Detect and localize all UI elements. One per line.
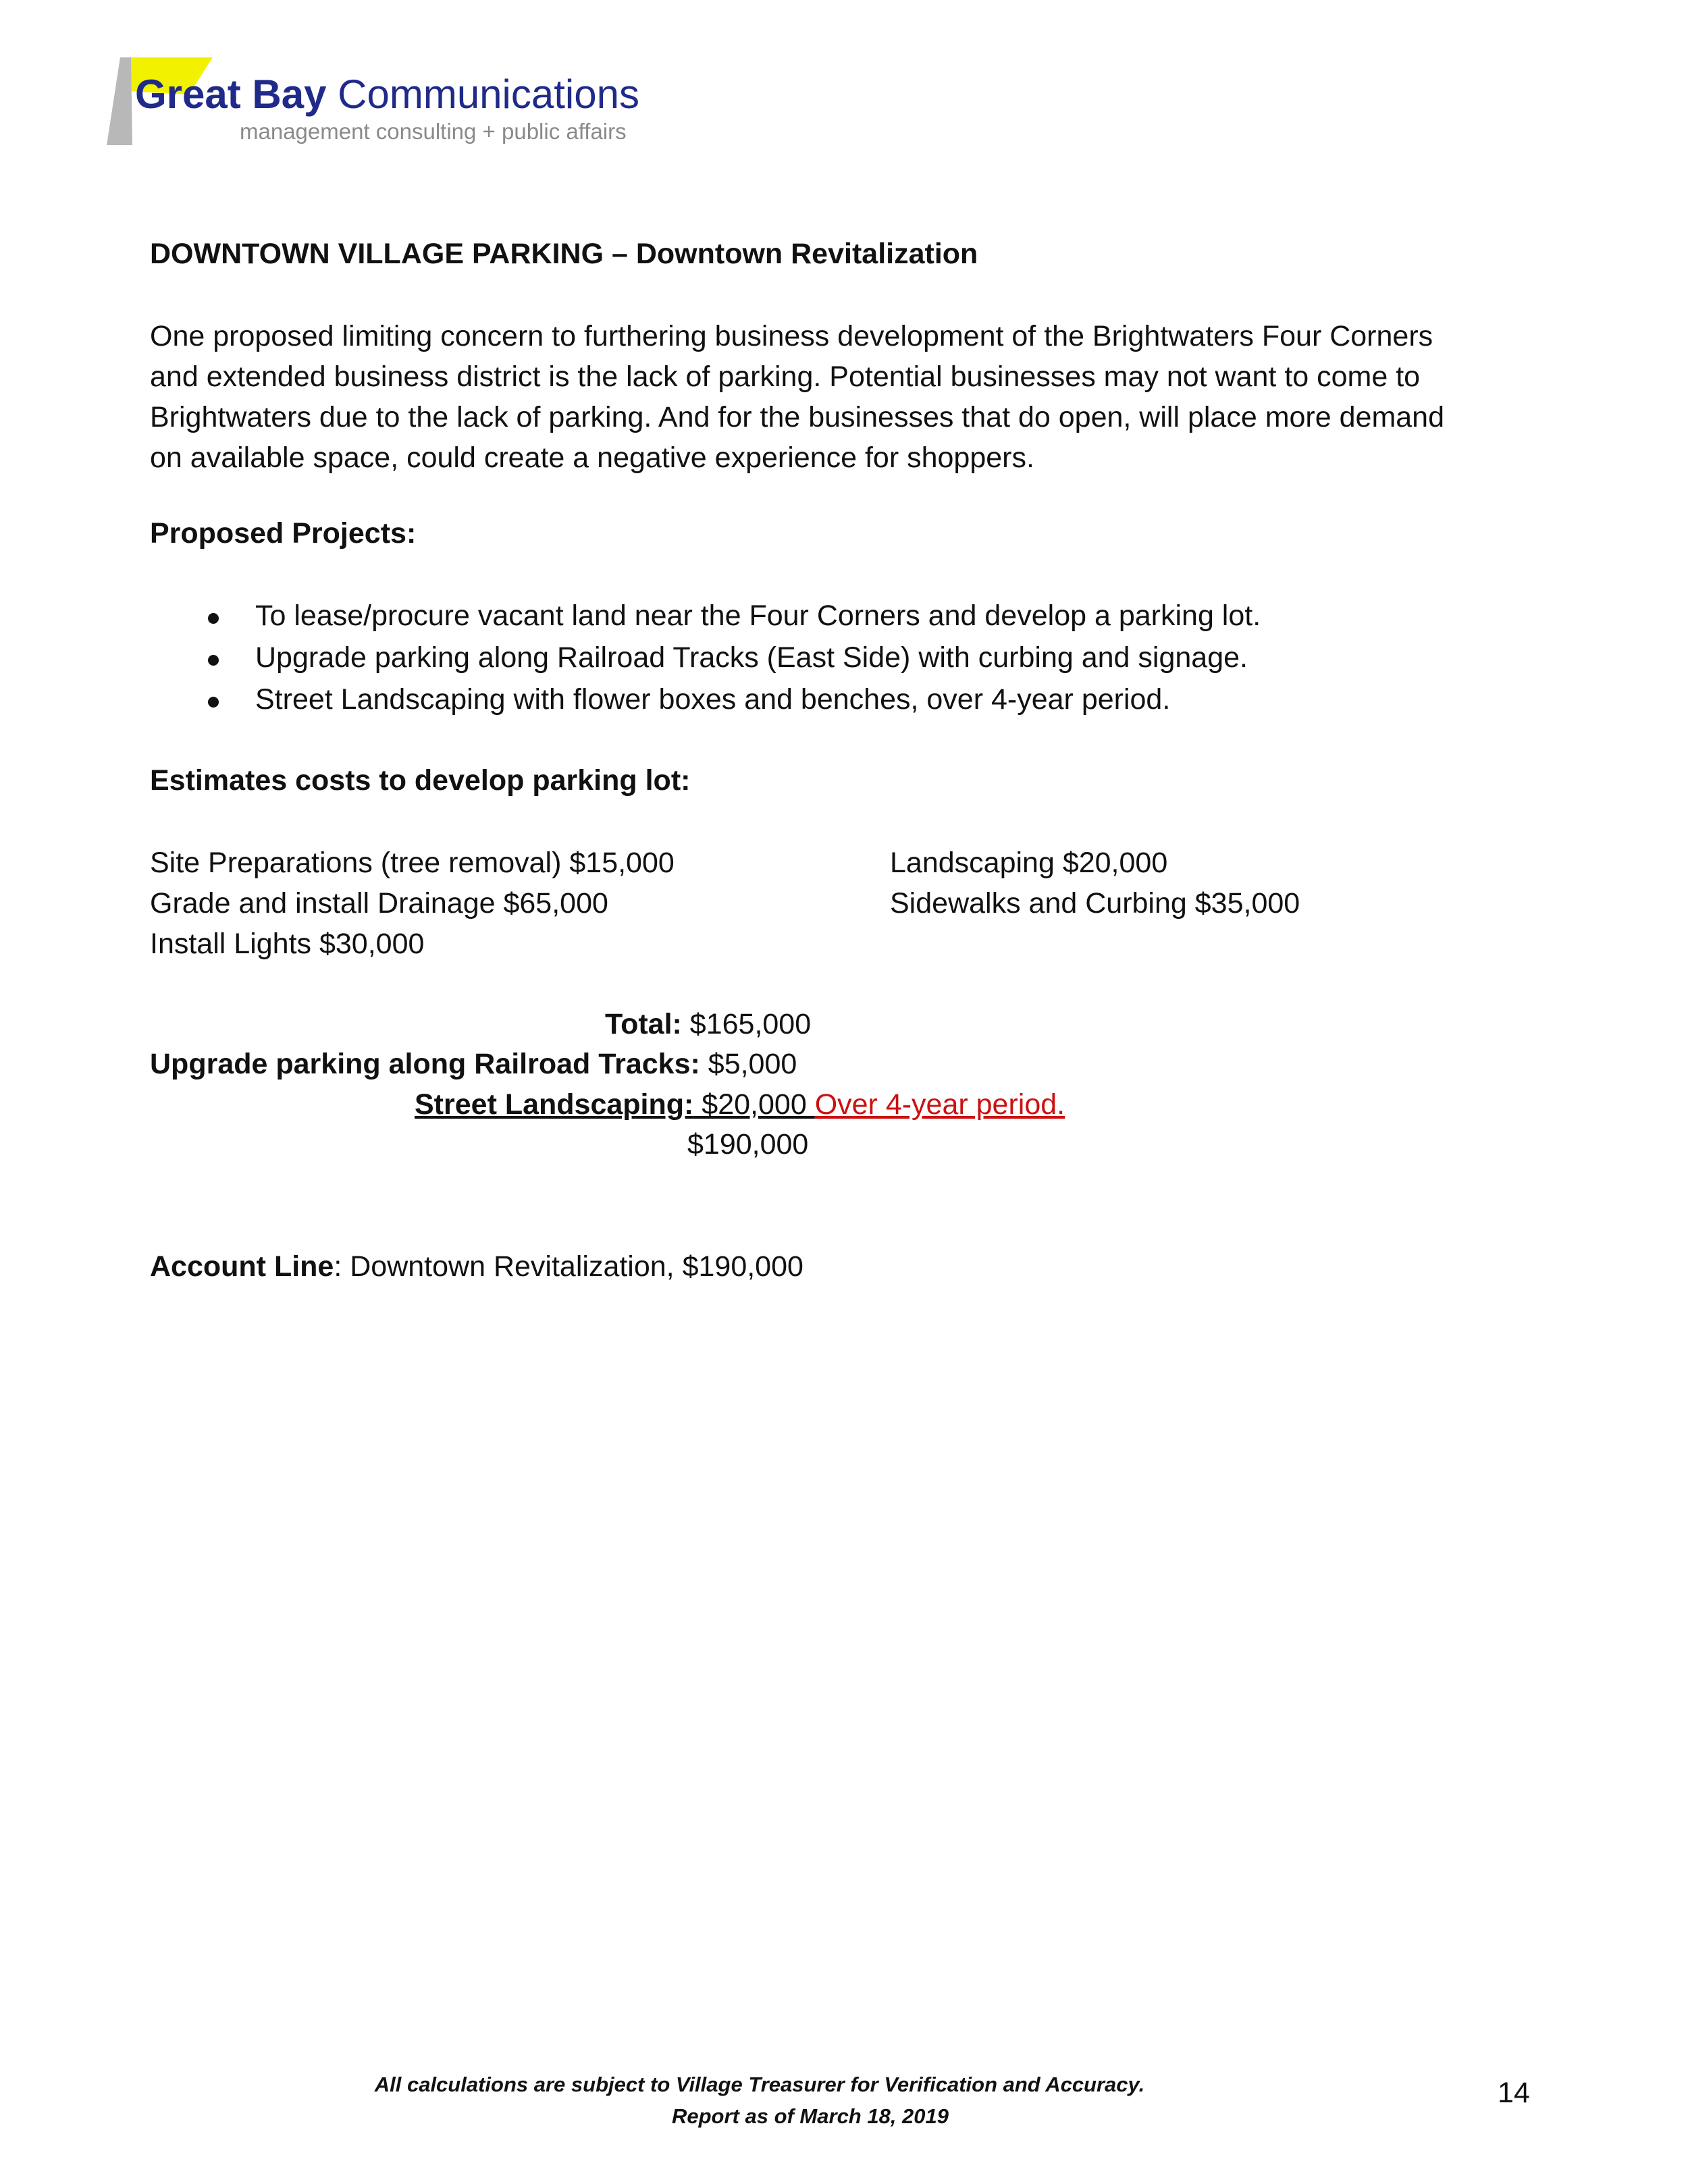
account-label: Account Line (150, 1250, 334, 1283)
footer-disclaimer: All calculations are subject to Village Treasurer for Verification and Accuracy. (374, 2073, 1145, 2096)
total-row (605, 1004, 811, 1044)
intro-paragraph (150, 316, 1444, 478)
railroad-value: $5,000 (700, 1048, 797, 1080)
proposed-projects-heading: Proposed Projects: (150, 517, 417, 550)
intro-line: One proposed limiting concern to furthering business development of the Brightwaters Four Corners (150, 320, 1433, 352)
account-value: : Downtown Revitalization, $190,000 (334, 1250, 803, 1283)
street-note: Over 4-year period. (814, 1088, 1065, 1121)
total-value: $165,000 (681, 1008, 812, 1040)
cost-item: Landscaping $20,000 (890, 847, 1168, 879)
intro-line: and extended business district is the lack of parking. Potential businesses may not want to come to (150, 361, 1421, 393)
cost-item: Install Lights $30,000 (150, 928, 425, 960)
railroad-label: Upgrade parking along Railroad Tracks: (150, 1048, 700, 1080)
list-item-text: Street Landscaping with flower boxes and benches, over 4-year period. (255, 683, 1171, 716)
logo-gray-shape (107, 57, 132, 145)
logo-name-part1: Great Bay (135, 72, 327, 117)
page-number: 14 (1498, 2077, 1530, 2109)
cost-item: Grade and install Drainage $65,000 (150, 887, 608, 920)
list-item-text: To lease/procure vacant land near the Four Corners and develop a parking lot. (255, 600, 1261, 632)
logo-name-part2: Communications (338, 72, 639, 117)
cost-item: Sidewalks and Curbing $35,000 (890, 887, 1300, 920)
intro-line: Brightwaters due to the lack of parking. And for the businesses that do open, will place more demand (150, 401, 1445, 433)
page-heading: DOWNTOWN VILLAGE PARKING – Downtown Revitalization (150, 238, 978, 270)
footer-report-date: Report as of March 18, 2019 (671, 2104, 949, 2128)
bullet-icon (208, 655, 219, 666)
bullet-icon (208, 697, 219, 708)
company-logo (101, 54, 675, 155)
street-label: Street Landscaping: (415, 1088, 694, 1121)
railroad-row (150, 1044, 797, 1084)
total-label: Total: (605, 1008, 682, 1040)
list-item-text: Upgrade parking along Railroad Tracks (East Side) with curbing and signage. (255, 641, 1248, 674)
street-value: $20,000 (693, 1088, 815, 1121)
bullet-icon (208, 613, 219, 624)
cost-item: Site Preparations (tree removal) $15,000 (150, 847, 675, 879)
estimates-heading: Estimates costs to develop parking lot: (150, 764, 691, 797)
account-line (150, 1246, 803, 1287)
costs-left-column (150, 843, 675, 964)
costs-right-column (890, 843, 1300, 924)
street-landscaping-row (415, 1084, 1065, 1125)
logo-tagline: management consulting + public affairs (240, 119, 627, 144)
logo-name (135, 74, 639, 115)
intro-line: on available space, could create a negative experience for shoppers. (150, 442, 1034, 474)
grand-total: $190,000 (687, 1128, 809, 1161)
